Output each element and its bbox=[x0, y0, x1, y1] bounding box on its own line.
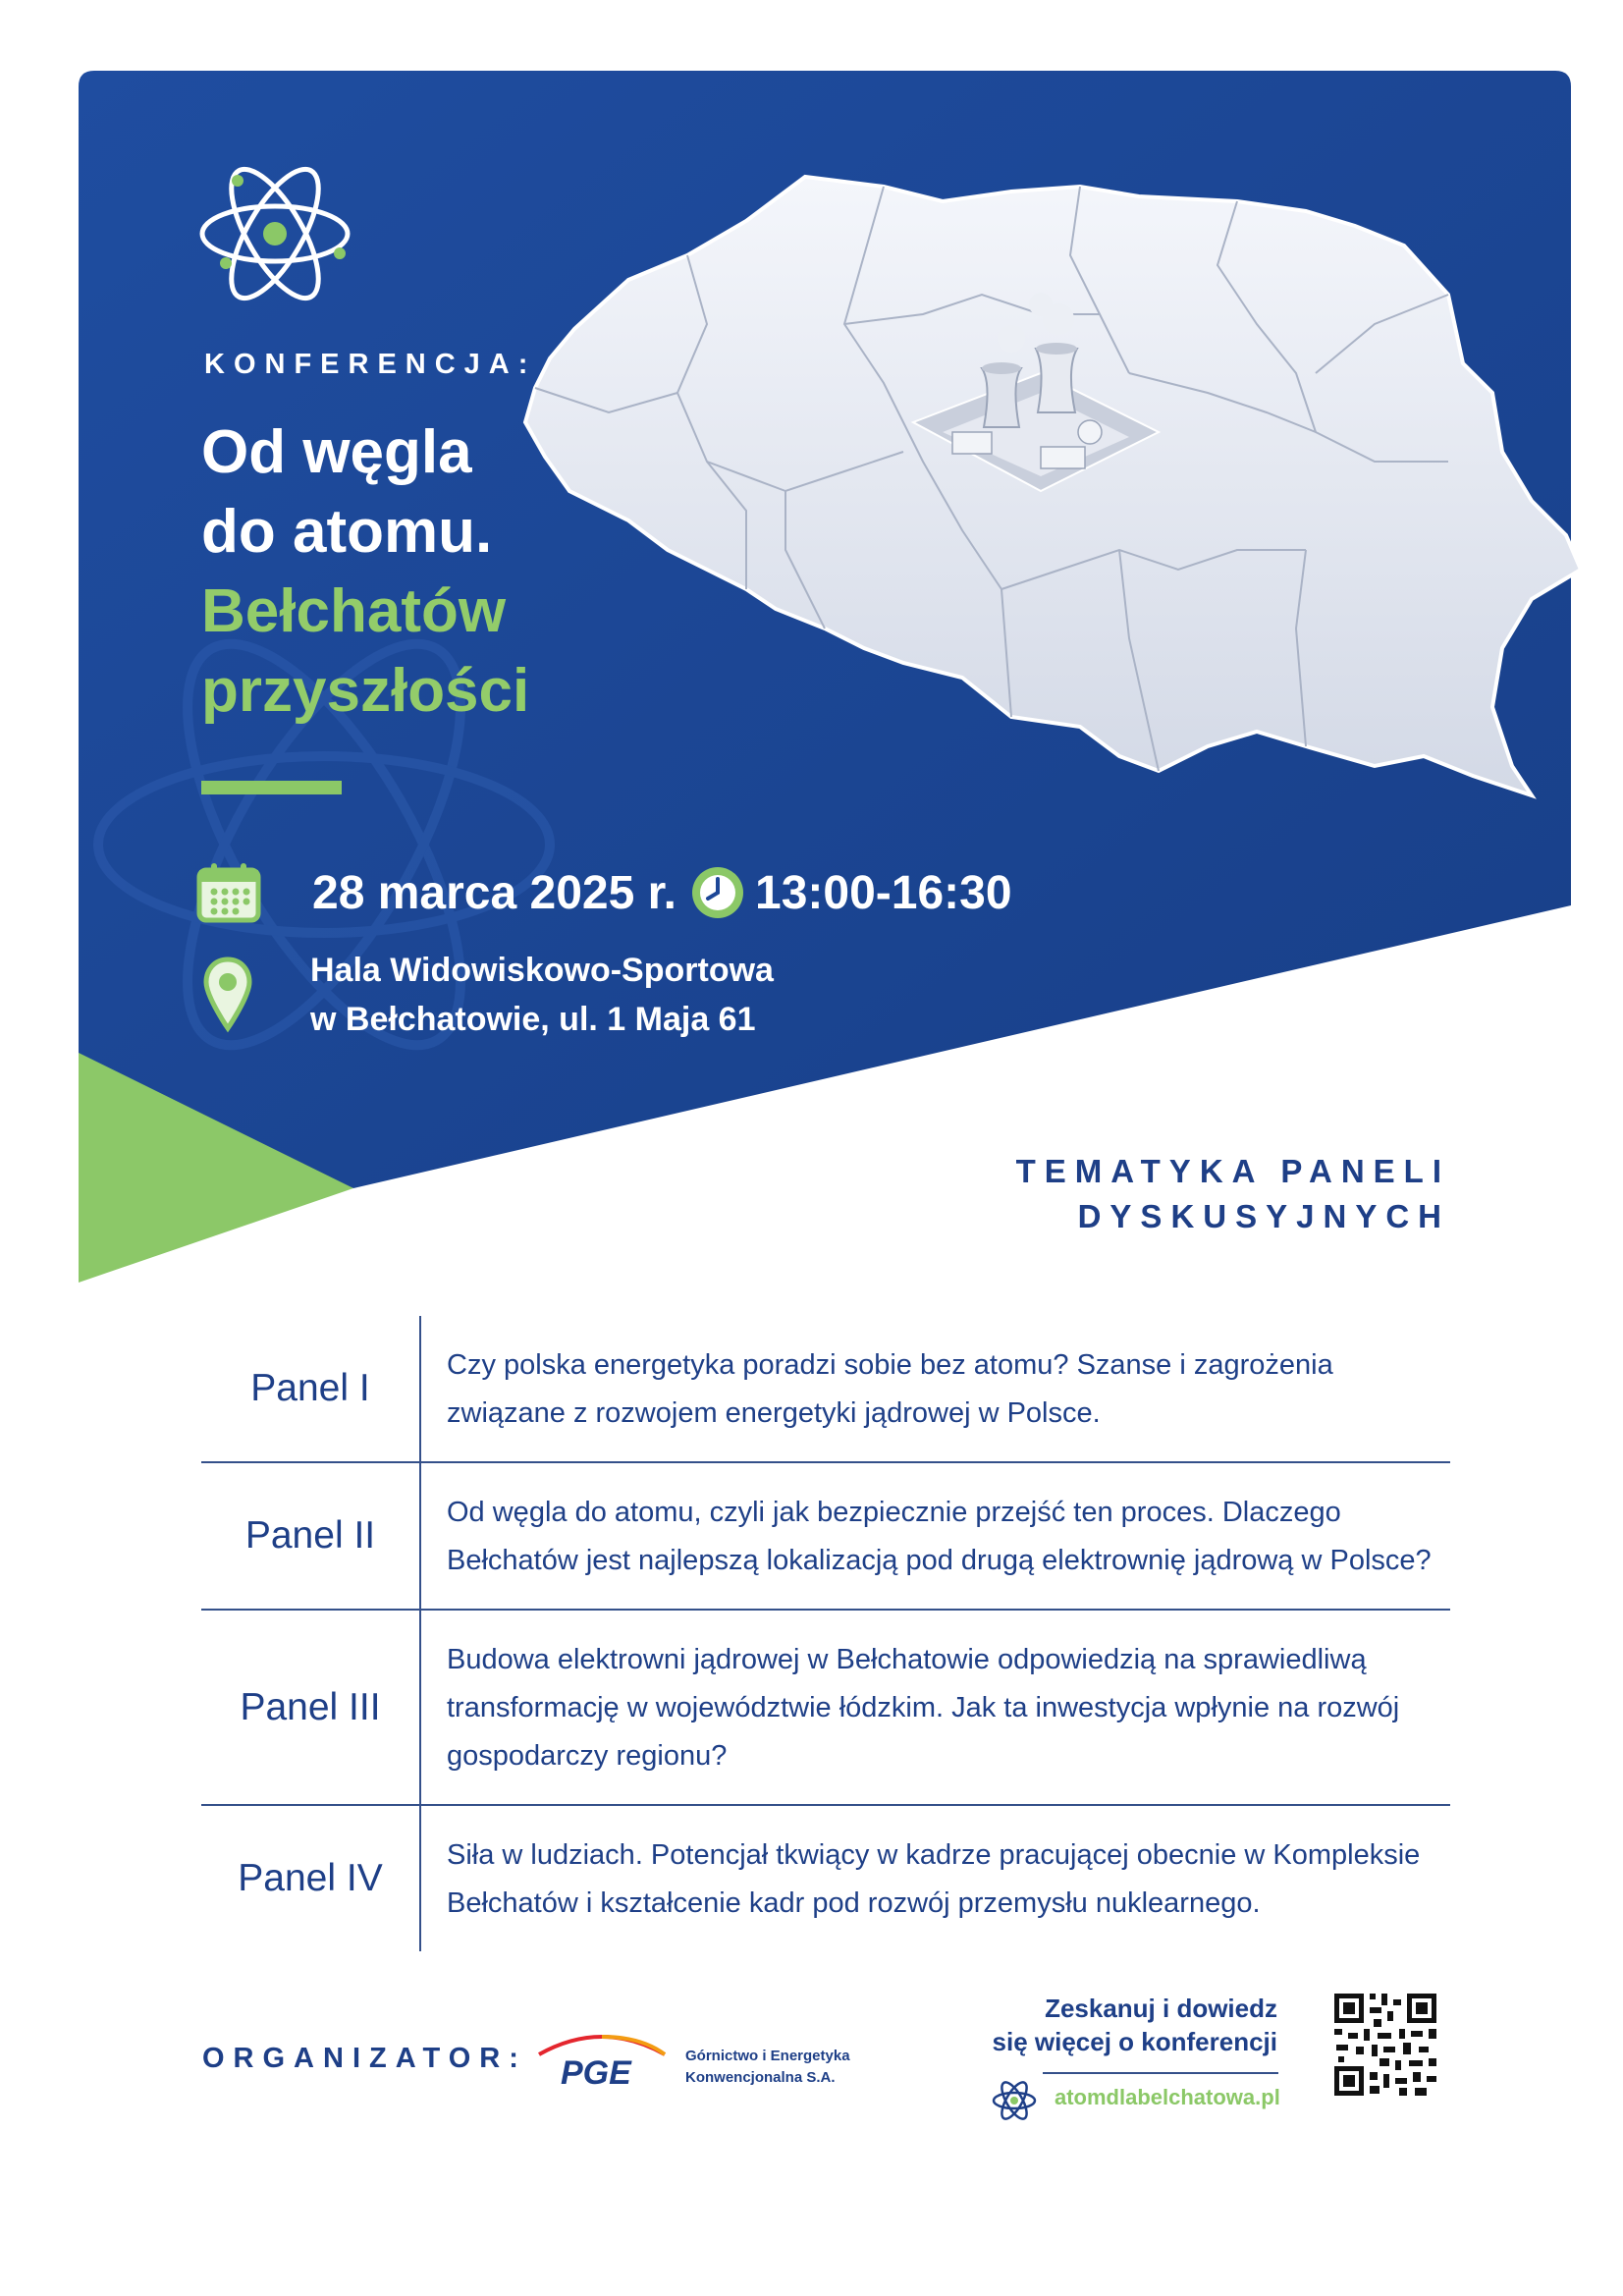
event-venue bbox=[310, 946, 774, 1044]
panel-name: Panel III bbox=[201, 1611, 421, 1804]
organizer-label: ORGANIZATOR: bbox=[202, 2043, 527, 2074]
title-line: do atomu. bbox=[201, 498, 493, 566]
atom-small-icon bbox=[992, 2077, 1037, 2124]
panel-description: Od węgla do atomu, czyli jak bezpiecznie przejść ten proces. Dlaczego Bełchatów jest najlepszą lokalizacją pod drugą elektrownię jądrową w Polsce? bbox=[447, 1497, 1432, 1576]
scan-prompt bbox=[993, 1992, 1277, 2058]
pge-wordmark: PGE bbox=[561, 2054, 631, 2092]
panels-heading bbox=[1016, 1149, 1450, 1239]
panel-name: Panel IV bbox=[201, 1806, 421, 1951]
scan-line: Zeskanuj i dowiedz bbox=[1045, 1994, 1277, 2023]
title-line: przyszłości bbox=[201, 657, 530, 725]
title-underline bbox=[201, 781, 342, 794]
panel-description: Siła w ludziach. Potencjał tkwiący w kadrze pracującej obecnie w Kompleksie Bełchatów i kształcenie kadr pod rozwój przemysłu nuklearnego. bbox=[447, 1839, 1421, 1919]
panel-row bbox=[201, 1461, 1450, 1609]
title-line: Bełchatów bbox=[201, 577, 507, 645]
calendar-icon bbox=[196, 862, 261, 923]
panel-name: Panel I bbox=[201, 1316, 421, 1461]
location-pin-icon bbox=[202, 956, 253, 1034]
date-time-row bbox=[196, 860, 1012, 925]
event-time: 13:00-16:30 bbox=[755, 866, 1012, 919]
panel-row bbox=[201, 1804, 1450, 1951]
venue-line: w Bełchatowie, ul. 1 Maja 61 bbox=[310, 1001, 756, 1038]
atom-logo-icon bbox=[196, 145, 353, 322]
pge-logo bbox=[533, 2025, 671, 2094]
divider bbox=[1043, 2072, 1278, 2074]
conference-kicker: KONFERENCJA: bbox=[204, 349, 537, 380]
panel-name: Panel II bbox=[201, 1463, 421, 1609]
panels-heading-line: DYSKUSYJNYCH bbox=[1077, 1198, 1450, 1234]
company-line: Górnictwo i Energetyka bbox=[685, 2048, 850, 2064]
panel-row bbox=[201, 1316, 1450, 1461]
panels-table bbox=[201, 1316, 1450, 1951]
panel-row bbox=[201, 1609, 1450, 1804]
panel-description: Budowa elektrowni jądrowej w Bełchatowie odpowiedzią na sprawiedliwą transformację w województwie łódzkim. Jak ta inwestycja wpłynie na rozwój gospodarczy regionu? bbox=[447, 1644, 1400, 1772]
qr-code[interactable] bbox=[1330, 1990, 1440, 2100]
title-line: Od węgla bbox=[201, 418, 472, 486]
scan-line: się więcej o konferencji bbox=[992, 2027, 1277, 2056]
panel-description: Czy polska energetyka poradzi sobie bez atomu? Szanse i zagrożenia związane z rozwojem energetyki jądrowej w Polsce. bbox=[447, 1349, 1333, 1429]
panels-heading-line: TEMATYKA PANELI bbox=[1015, 1153, 1450, 1189]
clock-icon bbox=[690, 865, 745, 920]
website-link[interactable]: atomdlabelchatowa.pl bbox=[1055, 2085, 1280, 2109]
conference-title bbox=[201, 412, 614, 731]
venue-line: Hala Widowiskowo-Sportowa bbox=[310, 952, 774, 989]
company-line: Konwencjonalna S.A. bbox=[685, 2069, 836, 2086]
organizer-company bbox=[685, 2046, 850, 2089]
event-date: 28 marca 2025 r. bbox=[312, 866, 676, 919]
